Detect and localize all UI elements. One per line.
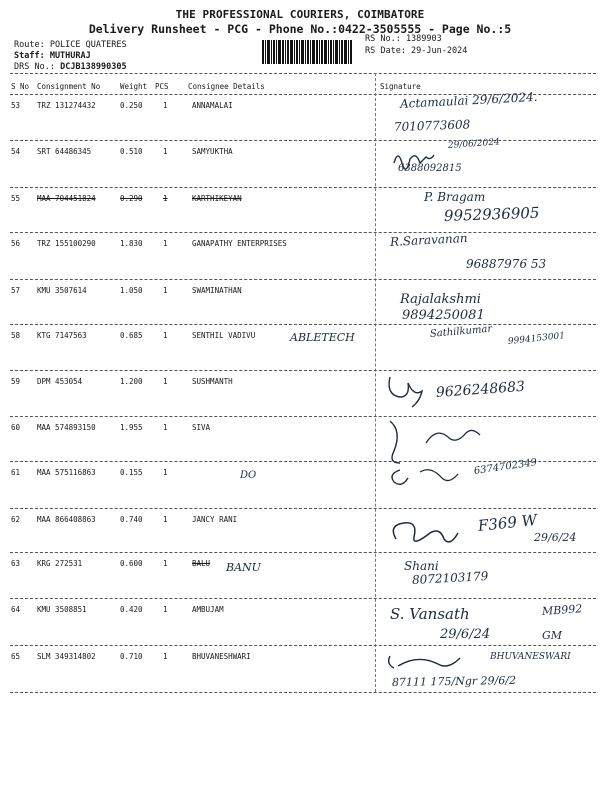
handwritten-signature: Sathilkumar: [429, 323, 493, 340]
row-pcs: 1: [163, 331, 168, 340]
handwritten-signature: Actamaulai 29/6/2024.: [399, 89, 538, 111]
row-consignee: SIVA: [192, 423, 211, 432]
row-sno: 62: [11, 515, 21, 524]
row-weight: 0.600: [120, 559, 143, 568]
col-header-consignment: Consignment No: [37, 82, 101, 91]
handwritten-phone: 8072103179: [411, 569, 489, 587]
table-row: [0, 89, 600, 141]
row-sno: 57: [11, 286, 21, 295]
row-weight: 1.050: [120, 286, 143, 295]
row-weight: 0.420: [120, 605, 143, 614]
handwritten-code: MB992: [541, 602, 583, 618]
row-weight: 0.250: [120, 101, 143, 110]
row-consignment: KRG 272531: [37, 559, 83, 568]
row-sno: 64: [11, 605, 21, 614]
row-consignment: MAA 704451824: [37, 194, 96, 203]
handwritten-signature: Rajalakshmi: [400, 292, 481, 307]
row-sno: 61: [11, 468, 21, 477]
row-consignment: KMU 3507614: [37, 286, 87, 295]
staff-label: Staff: MUTHURAJ: [14, 51, 91, 61]
row-sno: 59: [11, 377, 21, 386]
handwritten-date: 29/6/24: [534, 531, 577, 544]
row-consignee: KARTHIKEYAN: [192, 194, 242, 203]
handwritten-ditto: DO: [240, 470, 257, 481]
handwritten-signature: P. Bragam: [424, 190, 486, 204]
handwritten-date: 29/6/24: [440, 627, 491, 642]
handwritten-code: F369 W: [477, 510, 538, 535]
row-consignee: GANAPATHY ENTERPRISES: [192, 239, 287, 248]
col-header-sno: S No: [11, 82, 30, 91]
table-row: [0, 599, 600, 645]
row-sno: 65: [11, 652, 21, 661]
table-row: [0, 371, 600, 417]
row-sno: 58: [11, 331, 21, 340]
handwritten-phone: 96887976 53: [466, 257, 547, 271]
handwritten-phone: 9626248683: [435, 378, 526, 401]
table-row: [0, 188, 600, 234]
handwritten-name: BHUVANESWARI: [490, 652, 571, 662]
row-consignment: TRZ 131274432: [37, 101, 96, 110]
row-consignment: KMU 3508851: [37, 605, 87, 614]
row-weight: 1.955: [120, 423, 143, 432]
handwritten-notes: 87111 175/Ngr 29/6/2: [391, 673, 517, 689]
barcode-icon: [262, 40, 352, 64]
handwritten-signature: R.Saravanan: [389, 230, 468, 249]
table-row: [0, 325, 600, 371]
row-consignment: KTG 7147563: [37, 331, 87, 340]
row-weight: 0.710: [120, 652, 143, 661]
row-consignee: JANCY RANI: [192, 515, 238, 524]
row-pcs: 1: [163, 559, 168, 568]
drs-caption: DRS No.:: [14, 62, 55, 72]
table-row: [0, 646, 600, 692]
row-consignee: BHUVANESHWARI: [192, 652, 251, 661]
table-row: [0, 553, 600, 599]
route-label: Route: POLICE QUATERES: [14, 40, 127, 50]
row-weight: 0.740: [120, 515, 143, 524]
row-consignee: AMBUJAM: [192, 605, 224, 614]
row-weight: 0.685: [120, 331, 143, 340]
row-pcs: 1: [163, 239, 168, 248]
row-consignment: MAA 575116863: [37, 468, 96, 477]
row-pcs: 1: [163, 468, 168, 477]
signature-scribble-icon: [376, 417, 596, 463]
row-weight: 0.290: [120, 194, 143, 203]
row-consignment: TRZ 155100290: [37, 239, 96, 248]
row-sno: 54: [11, 147, 21, 156]
col-header-pcs: PCS: [155, 82, 169, 91]
row-consignment: MAA 574893150: [37, 423, 96, 432]
row-consignee: ANNAMALAI: [192, 101, 233, 110]
runsheet-title: Delivery Runsheet - PCG - Phone No.:0422-3505555 - Page No.:5: [88, 22, 512, 36]
rs-date: RS Date: 29-Jun-2024: [365, 46, 468, 56]
table-row: [0, 417, 600, 463]
row-consignee: BALU: [192, 559, 211, 568]
row-weight: 1.200: [120, 377, 143, 386]
row-pcs: 1: [163, 377, 168, 386]
table-top-rule: [10, 73, 596, 74]
row-consignment: SLM 349314802: [37, 652, 96, 661]
row-consignee: SWAMINATHAN: [192, 286, 242, 295]
row-sno: 56: [11, 239, 21, 248]
table-row: [0, 509, 600, 555]
row-pcs: 1: [163, 423, 168, 432]
row-consignee: SUSHMANTH: [192, 377, 233, 386]
col-header-signature: Signature: [380, 82, 421, 91]
row-sno: 53: [11, 101, 21, 110]
handwritten-phone: 6388092815: [398, 163, 462, 174]
row-sno: 60: [11, 423, 21, 432]
col-header-consignee: Consignee Details: [188, 82, 265, 91]
rs-number: RS No.: 1389903: [365, 34, 442, 44]
row-pcs: 1: [163, 147, 168, 156]
drs-label: [14, 62, 127, 72]
row-weight: 0.510: [120, 147, 143, 156]
row-weight: 1.830: [120, 239, 143, 248]
handwritten-phone: 7010773608: [393, 117, 471, 134]
table-row: [0, 137, 600, 187]
row-weight: 0.155: [120, 468, 143, 477]
handwritten-date: 29/06/2024: [447, 137, 501, 151]
handwritten-phone: 9994153001: [507, 331, 566, 347]
handwritten-code: GM: [542, 629, 563, 642]
row-sno: 63: [11, 559, 21, 568]
col-header-weight: Weight: [120, 82, 148, 91]
handwritten-phone: 9894250081: [402, 308, 485, 323]
table-row: [0, 280, 600, 326]
row-pcs: 1: [163, 605, 168, 614]
company-title: THE PROFESSIONAL COURIERS, COIMBATORE: [175, 8, 425, 21]
handwritten-company: ABLETECH: [290, 331, 355, 344]
row-sno: 55: [11, 194, 21, 203]
row-pcs: 1: [163, 101, 168, 110]
handwritten-signature: S. Vansath: [390, 605, 470, 623]
handwritten-correction: BANU: [226, 561, 261, 574]
handwritten-signature: Shani: [404, 559, 439, 573]
drs-number: DCJB138990305: [60, 62, 127, 72]
row-pcs: 1: [163, 194, 168, 203]
table-row: [0, 457, 600, 508]
row-pcs: 1: [163, 652, 168, 661]
row-consignment: SRT 64486345: [37, 147, 92, 156]
handwritten-phone: 9952936905: [443, 203, 540, 225]
table-bottom-rule: [10, 692, 596, 693]
row-consignment: MAA 866408863: [37, 515, 96, 524]
row-consignee: SAMYUKTHA: [192, 147, 233, 156]
handwritten-phone: 6374702349: [473, 457, 538, 477]
table-row: [0, 230, 600, 279]
row-pcs: 1: [163, 286, 168, 295]
row-pcs: 1: [163, 515, 168, 524]
row-consignee: SENTHIL VADIVU: [192, 331, 256, 340]
row-consignment: DPM 453054: [37, 377, 83, 386]
